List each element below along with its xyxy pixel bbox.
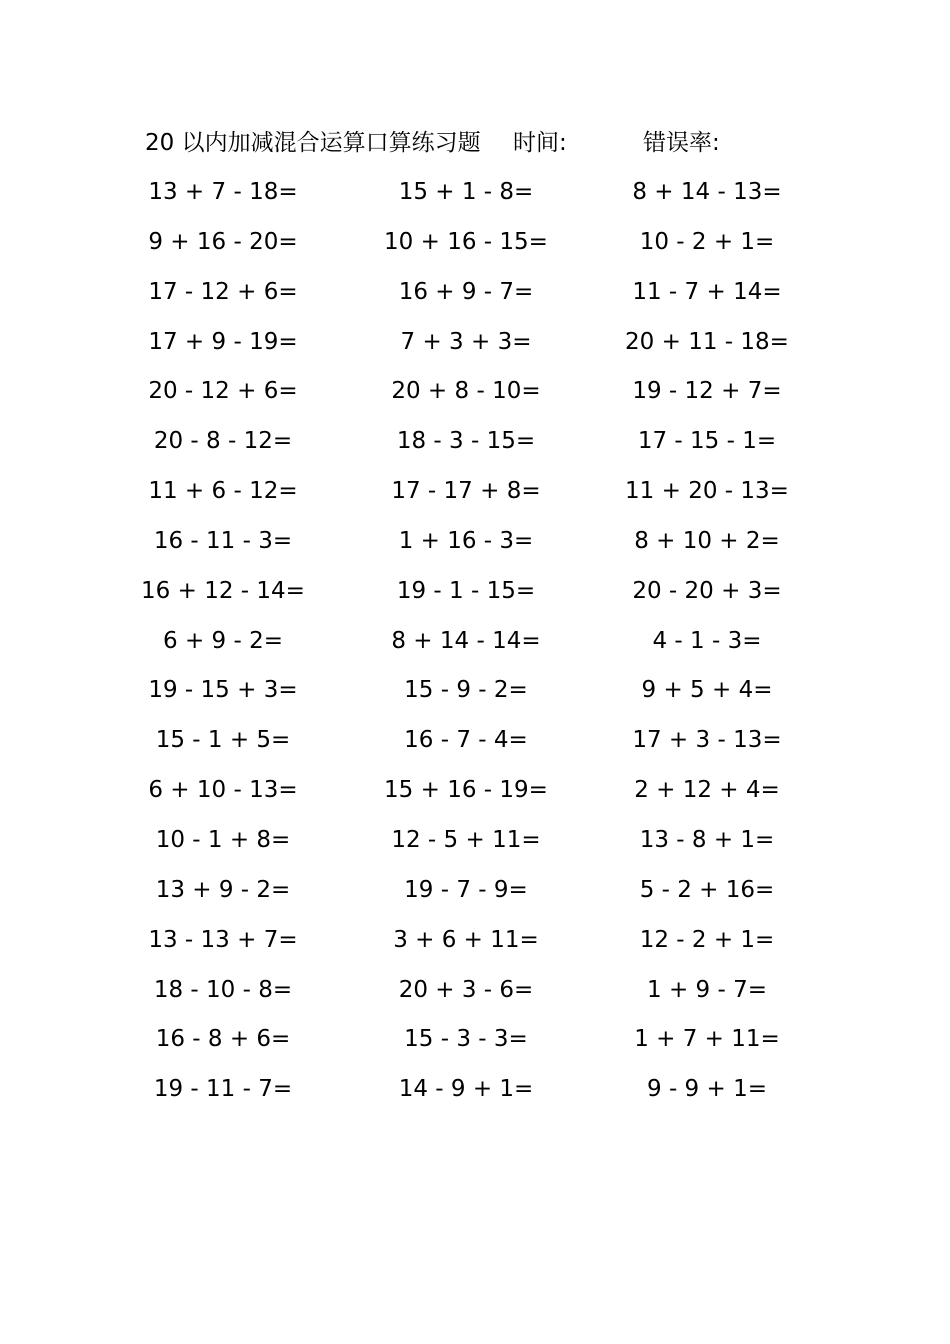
math-problem: 13 - 8 + 1= xyxy=(639,826,775,853)
math-problem: 11 + 20 - 13= xyxy=(625,478,789,505)
math-problem: 18 - 10 - 8= xyxy=(153,976,293,1003)
math-problem: 13 + 9 - 2= xyxy=(155,876,291,903)
math-problem: 19 - 12 + 7= xyxy=(632,378,782,405)
problem-column-1 xyxy=(93,171,353,1118)
math-problem: 9 + 16 - 20= xyxy=(148,228,298,255)
math-problem: 1 + 9 - 7= xyxy=(647,976,767,1003)
time-label: 时间: xyxy=(513,130,567,156)
math-problem: 16 - 7 - 4= xyxy=(404,727,528,754)
problem-column-3 xyxy=(577,171,837,1118)
math-problem: 19 - 7 - 9= xyxy=(404,876,528,903)
math-problem: 19 - 11 - 7= xyxy=(153,1076,293,1103)
math-problem: 20 - 20 + 3= xyxy=(632,577,782,604)
math-problem: 13 - 13 + 7= xyxy=(148,926,298,953)
math-problem: 15 - 9 - 2= xyxy=(404,677,528,704)
problem-column-2 xyxy=(336,171,596,1118)
math-problem: 8 + 14 - 13= xyxy=(632,179,782,205)
math-problem: 15 + 1 - 8= xyxy=(398,179,534,205)
math-problem: 20 + 11 - 18= xyxy=(625,328,789,355)
math-problem: 9 + 5 + 4= xyxy=(641,677,773,704)
math-problem: 17 + 9 - 19= xyxy=(148,328,298,355)
math-problem: 13 + 7 - 18= xyxy=(148,179,298,205)
math-problem: 20 - 12 + 6= xyxy=(148,378,298,405)
math-problem: 12 - 2 + 1= xyxy=(639,926,775,953)
math-problem: 17 - 12 + 6= xyxy=(148,278,298,305)
math-problem: 6 + 10 - 13= xyxy=(148,777,298,804)
math-problem: 6 + 9 - 2= xyxy=(163,627,283,654)
math-problem: 20 - 8 - 12= xyxy=(153,428,293,455)
math-problem: 5 - 2 + 16= xyxy=(639,876,775,903)
math-problem: 18 - 3 - 15= xyxy=(396,428,536,455)
math-problem: 16 + 9 - 7= xyxy=(398,278,534,305)
math-problem: 1 + 16 - 3= xyxy=(398,527,534,554)
math-problem: 15 - 3 - 3= xyxy=(404,1026,528,1053)
math-problem: 20 + 3 - 6= xyxy=(398,976,534,1003)
worksheet-header xyxy=(145,126,845,160)
math-problem: 12 - 5 + 11= xyxy=(391,826,541,853)
math-problem: 16 + 12 - 14= xyxy=(141,577,305,604)
math-problem: 11 + 6 - 12= xyxy=(148,478,298,505)
math-problem: 2 + 12 + 4= xyxy=(634,777,780,804)
math-problem: 17 - 17 + 8= xyxy=(391,478,541,505)
math-problem: 7 + 3 + 3= xyxy=(400,328,532,355)
math-problem: 11 - 7 + 14= xyxy=(632,278,782,305)
math-problem: 1 + 7 + 11= xyxy=(634,1026,780,1053)
error-rate-label: 错误率: xyxy=(643,130,720,156)
math-problem: 15 + 16 - 19= xyxy=(384,777,548,804)
math-problem: 17 + 3 - 13= xyxy=(632,727,782,754)
math-problem: 8 + 10 + 2= xyxy=(634,527,780,554)
math-problem: 9 - 9 + 1= xyxy=(647,1076,767,1103)
math-problem: 15 - 1 + 5= xyxy=(155,727,291,754)
math-problem: 16 - 11 - 3= xyxy=(153,527,293,554)
math-problem: 3 + 6 + 11= xyxy=(393,926,539,953)
worksheet-title: 20 以内加减混合运算口算练习题 xyxy=(145,130,481,156)
math-problem: 19 - 15 + 3= xyxy=(148,677,298,704)
math-problem: 10 + 16 - 15= xyxy=(384,228,548,255)
math-problem: 10 - 2 + 1= xyxy=(639,228,775,255)
math-problem: 4 - 1 - 3= xyxy=(652,627,762,654)
math-problem: 17 - 15 - 1= xyxy=(637,428,777,455)
math-problem: 8 + 14 - 14= xyxy=(391,627,541,654)
math-problem: 14 - 9 + 1= xyxy=(398,1076,534,1103)
math-problem: 16 - 8 + 6= xyxy=(155,1026,291,1053)
math-problem: 19 - 1 - 15= xyxy=(396,577,536,604)
math-problem: 10 - 1 + 8= xyxy=(155,826,291,853)
math-problem: 20 + 8 - 10= xyxy=(391,378,541,405)
